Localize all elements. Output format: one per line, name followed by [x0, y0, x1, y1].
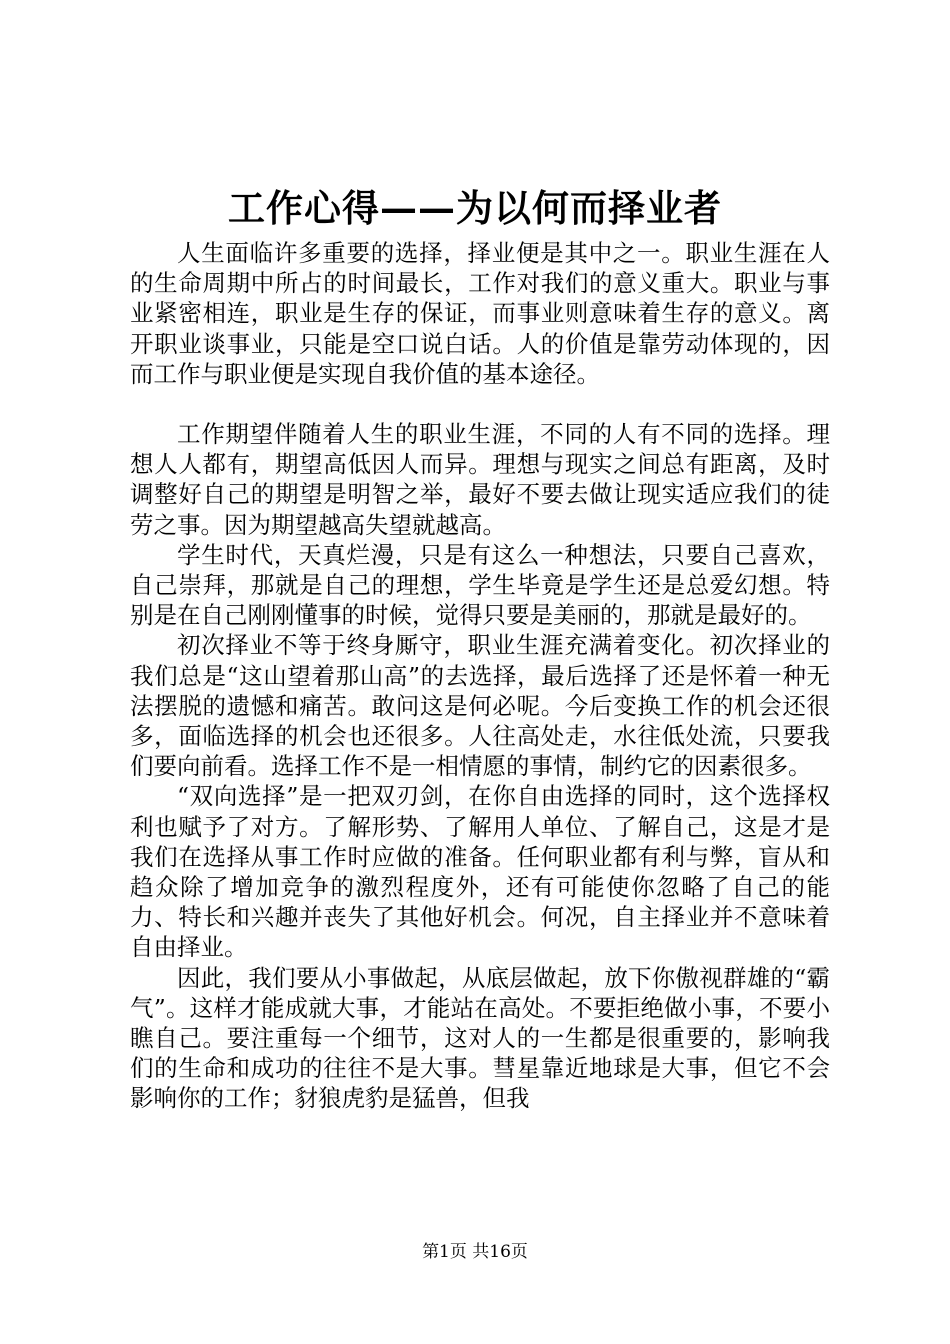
paragraph-3: 学生时代，天真烂漫，只是有这么一种想法，只要自己喜欢，自己崇拜，那就是自己的理想，学生毕竟是学生还是总爱幻想。特别是在自己刚刚懂事的时候，觉得只要是美丽的，那就是最好的。: [130, 540, 830, 630]
paragraph-1: 人生面临许多重要的选择，择业便是其中之一。职业生涯在人的生命周期中所占的时间最长，工作对我们的意义重大。职业与事业紧密相连，职业是生存的保证，而事业则意味着生存的意义。离开职业谈事业，只能是空口说白话。人的价值是靠劳动体现的，因而工作与职业便是实现自我价值的基本途径。: [130, 239, 830, 388]
paragraph-6: 因此，我们要从小事做起，从底层做起，放下你傲视群雄的“霸气”。这样才能成就大事，才能站在高处。不要拒绝做小事，不要小瞧自己。要注重每一个细节，这对人的一生都是很重要的，影响我们的生命和成功的往往不是大事。彗星靠近地球是大事，但它不会影响你的工作；豺狼虎豹是猛兽，但我: [130, 963, 830, 1113]
paragraph-5: “双向选择”是一把双刃剑，在你自由选择的同时，这个选择权利也赋予了对方。了解形势、了解用人单位、了解自己，这是才是我们在选择从事工作时应做的准备。任何职业都有利与弊，盲从和趋众除了增加竞争的激烈程度外，还有可能使你忽略了自己的能力、特长和兴趣并丧失了其他好机会。何况，自主择业并不意味着自由择业。: [130, 782, 830, 962]
paragraph-2: 工作期望伴随着人生的职业生涯，不同的人有不同的选择。理想人人都有，期望高低因人而异。理想与现实之间总有距离，及时调整好自己的期望是明智之举，最好不要去做让现实适应我们的徒劳之事。因为期望越高失望就越高。: [130, 420, 830, 539]
page-number-footer: 第1页 共16页: [422, 1242, 528, 1262]
paragraph-4: 初次择业不等于终身厮守，职业生涯充满着变化。初次择业的我们总是“这山望着那山高”的去选择，最后选择了还是怀着一种无法摆脱的遗憾和痛苦。敢问这是何必呢。今后变换工作的机会还很多，面临选择的机会也还很多。人往高处走，水往低处流，只要我们要向前看。选择工作不是一相情愿的事情，制约它的因素很多。: [130, 631, 830, 781]
document-body: [130, 238, 830, 1114]
document-title: 工作心得——为以何而择业者: [228, 186, 722, 230]
